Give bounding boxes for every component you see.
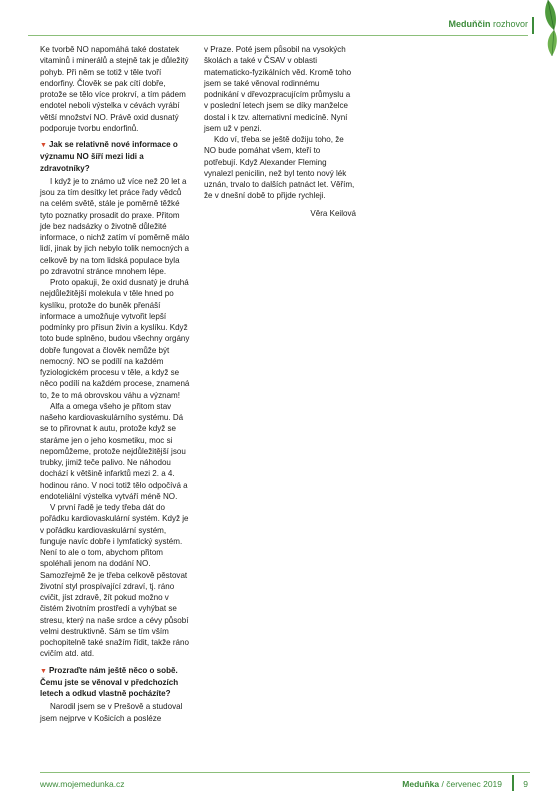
question-text: Prozraďte nám ještě něco o sobě. Čemu jste se věnoval v předchozích letech a odkud vlastně pocházíte? xyxy=(40,665,179,698)
article-right-column xyxy=(204,44,356,219)
magazine-issue xyxy=(402,779,502,789)
paragraph: V první řadě je tedy třeba dát do pořádku kardiovaskulární systém. Když je v pořádku kardiovaskulární systém, funguje navíc dobře i lymfatický systém. Není to ale o tom, abychom přitom spoléhali jenom na dodání NO. Samozřejmě že je třeba celkově pěstovat životní styl prospívající zdraví, tj. ráno cvičit, jíst zdravě, žít pokud možno v čistém životním prostředí a vyhýbat se stresu, který na naše srdce a cévy působí velmi destruktivně. Sám se tím vším pochopitelně také snažím řídit, takže ráno cvičím atd. atd. xyxy=(40,503,189,659)
page-footer xyxy=(0,772,558,800)
website-link[interactable]: www.mojemedunka.cz xyxy=(40,779,125,789)
paragraph: Narodil jsem se v Prešově a studoval jsem nejprve v Košicích a posléze xyxy=(40,702,183,723)
brand-name: Meduňčin xyxy=(448,19,491,29)
section-name: rozhovor xyxy=(492,19,528,29)
red-triangle-bullet-icon: ▼ xyxy=(40,142,47,149)
author-signature: Věra Keilová xyxy=(310,208,356,218)
footer-rule xyxy=(40,772,530,773)
question-heading xyxy=(40,139,190,174)
question-text: Jak se relativně nové informace o významu NO šíří mezi lidi a zdravotníky? xyxy=(40,140,178,173)
lemon-balm-leaves-icon xyxy=(534,0,558,58)
page-header xyxy=(0,0,558,40)
paragraph: I když je to známo už více než 20 let a jsou za tím desítky let práce řady vědců na celém světě, stále je poměrně těžké tyto poznatky prosadit do praxe. Přitom jde bez nadsázky o životně důležité informace, o nichž zatím ví poměrně málo lidí, jinak by jich nebylo tolik nemocných a celkově by na tom lidská populace byla po zdravotní stránce mnohem lépe. xyxy=(40,176,190,276)
question-heading xyxy=(40,665,190,700)
paragraph: Proto opakuji, že oxid dusnatý je druhá nejdůležitější molekula v těle hned po kyslíku, protože do buněk přenáší informace a umožňuje vytvořit lepší podmínky pro přísun živin a kyslíku. Když toto bude splněno, budou všechny orgány dobře fungovat a člověk nemůže být nemocný. NO se podílí na každém fyziologickém procesu v těle, a když se něco podílí na každém procese, znamená to, že to má obrovskou váhu a význam! xyxy=(40,278,190,400)
footer-divider xyxy=(512,775,514,791)
paragraph: Ke tvorbě NO napomáhá také dostatek vitaminů i minerálů a stejně tak je důležitý pohyb. Při něm se totiž v těle tvoří endorfiny. Člověk se pak cítí dobře, protože se tělo více prokrví, a tím pádem endotel neboli výstelka v cévách vyrábí větší množství NO. Právě oxid dusnatý podporuje tvorbu endorfinů. xyxy=(40,45,189,133)
section-label xyxy=(448,19,528,29)
issue-date: / červenec 2019 xyxy=(441,779,502,789)
header-divider xyxy=(532,17,534,34)
page-number: 9 xyxy=(523,779,528,789)
paragraph: Alfa a omega všeho je přitom stav našeho kardiovaskulárního systému. Dá se to přirovnat k autu, protože když se staráme jen o jeho kosmetiku, moc si nepomůžeme, protože nejdůležitější jsou trubky, jimiž teče palivo. Ne náhodou dochází k většině infarktů mezi 2. a 4. hodinou ráno. V noci totiž tělo odpočívá a endoteliální výstelka vytváří méně NO. xyxy=(40,401,188,501)
paragraph: Kdo ví, třeba se ještě dožiju toho, že NO bude pomáhat všem, kteří to potřebují. Když Alexander Fleming vynalezl penicilin, než byl tento nový lék uznán, trvalo to dalších patnáct let. Věřím, že v dnešní době to přijde rychleji. xyxy=(204,135,355,201)
paragraph: v Praze. Poté jsem působil na vysokých školách a také v ČSAV v oblasti matematicko-fyzikálních věd. Kromě toho jsem se také věnoval rodinnému podnikání v dřevozpracujícím průmyslu a v poslední letech jsem se díky manželce dostal i k tzv. alternativní medicíně. Nyní jsem už v penzi. xyxy=(204,45,352,133)
article-left-column xyxy=(40,44,190,724)
red-triangle-bullet-icon: ▼ xyxy=(40,667,47,675)
header-rule xyxy=(28,35,528,36)
magazine-name: Meduňka xyxy=(402,779,440,789)
